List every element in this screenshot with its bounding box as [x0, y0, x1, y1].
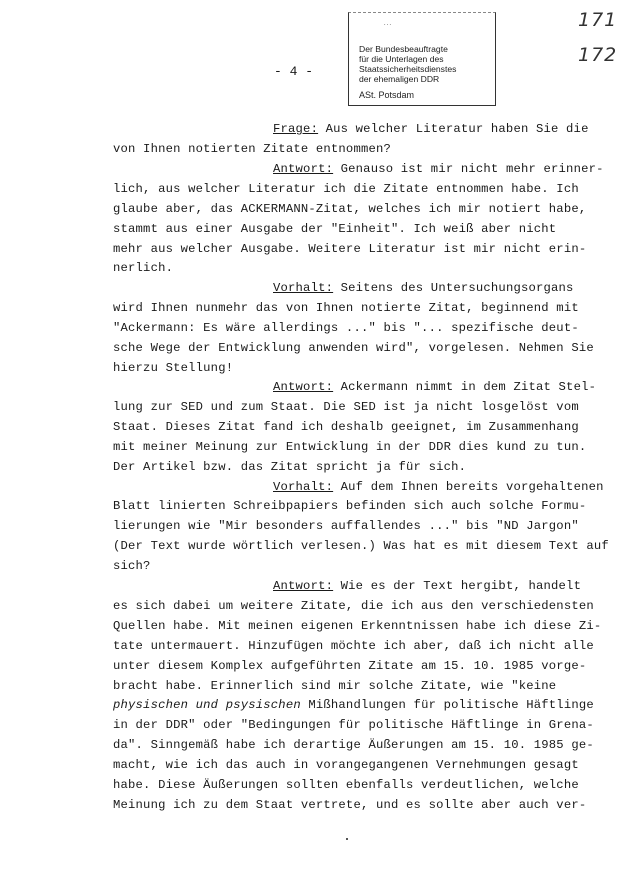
- stamp-location: ASt. Potsdam: [359, 90, 415, 100]
- line-text: macht, wie ich das auch in vorangegangenen Vernehmungen gesagt: [113, 758, 579, 772]
- folio-number-bottom: 172: [578, 44, 618, 66]
- line-text: mehr aus welcher Ausgabe. Weitere Literatur ist mir nicht erin-: [113, 242, 587, 256]
- stamp-line: Staatssicherheitsdienstes: [359, 64, 457, 74]
- line-text: unter diesem Komplex aufgeführten Zitate am 15. 10. 1985 vorge-: [113, 659, 587, 673]
- text-line: [113, 778, 579, 792]
- line-text: wird Ihnen nunmehr das von Ihnen notierte Zitat, beginnend mit: [113, 301, 579, 315]
- text-line: [113, 539, 609, 553]
- text-line: [113, 738, 594, 752]
- text-line: [113, 341, 594, 355]
- line-text: hierzu Stellung!: [113, 361, 234, 375]
- line-text: Ackermann nimmt in dem Zitat Stel-: [333, 380, 597, 394]
- line-text: stammt aus einer Ausgabe der "Einheit". Ich weiß aber nicht: [113, 222, 557, 236]
- line-text: nerlich.: [113, 261, 174, 275]
- text-line: [113, 679, 556, 693]
- line-text: es sich dabei um weitere Zitate, die ich aus den verschiedensten: [113, 599, 594, 613]
- line-text: Mißhandlungen für politische Häftlinge: [300, 698, 594, 712]
- speaker-label: Antwort:: [273, 380, 334, 394]
- line-text: glaube aber, das ACKERMANN-Zitat, welches ich mir notiert habe,: [113, 202, 587, 216]
- speaker-label: Frage:: [273, 122, 319, 136]
- text-line: [113, 718, 594, 732]
- line-text: Wie es der Text hergibt, handelt: [333, 579, 582, 593]
- text-line: [113, 559, 151, 573]
- text-line: [113, 619, 601, 633]
- text-line: [113, 242, 586, 256]
- text-line: [113, 758, 579, 772]
- text-line: [113, 361, 233, 375]
- text-line: [273, 281, 574, 295]
- italic-phrase: physischen und psysischen: [113, 698, 301, 712]
- text-line: [273, 162, 604, 176]
- text-line: [273, 380, 596, 394]
- text-line: [113, 222, 556, 236]
- line-text: "Ackermann: Es wäre allerdings ..." bis "... spezifische deut-: [113, 321, 579, 335]
- line-text: lierungen wie "Mir besonders auffallendes ..." bis "ND Jargon": [113, 519, 579, 533]
- text-line: [113, 639, 594, 653]
- text-line: [113, 400, 579, 414]
- line-text: bracht habe. Erinnerlich sind mir solche Zitate, wie "keine: [113, 679, 557, 693]
- line-text: von Ihnen notierten Zitate entnommen?: [113, 142, 392, 156]
- text-line: [113, 261, 173, 275]
- text-line: [113, 519, 579, 533]
- stamp-header: …: [383, 17, 392, 27]
- text-line: [273, 122, 589, 136]
- text-line: [273, 480, 604, 494]
- line-text: Meinung ich zu dem Staat vertrete, und es sollte aber auch ver-: [113, 798, 587, 812]
- text-line: [113, 420, 579, 434]
- line-text: Der Artikel bzw. das Zitat spricht ja für sich.: [113, 460, 467, 474]
- line-text: (Der Text wurde wörtlich verlesen.) Was hat es mit diesem Text auf: [113, 539, 609, 553]
- line-text: Auf dem Ihnen bereits vorgehaltenen: [333, 480, 604, 494]
- line-text: in der DDR" oder "Bedingungen für politische Häftlinge in Grena-: [113, 718, 594, 732]
- stamp-line: für die Unterlagen des: [359, 54, 444, 64]
- stamp-line: der ehemaligen DDR: [359, 74, 440, 84]
- line-text: lich, aus welcher Literatur ich die Zitate entnommen habe. Ich: [113, 182, 579, 196]
- text-line: [273, 579, 581, 593]
- stamp-text: [359, 44, 491, 84]
- line-text: Genauso ist mir nicht mehr erinner-: [333, 162, 604, 176]
- text-line: [113, 499, 586, 513]
- line-text: mit meiner Meinung zur Entwicklung in der DDR dies kund zu tun.: [113, 440, 587, 454]
- line-text: Blatt linierten Schreibpapiers befinden sich auch solche Formu-: [113, 499, 587, 513]
- text-line: [113, 659, 586, 673]
- text-line: [113, 321, 579, 335]
- archive-stamp: [348, 12, 496, 106]
- line-text: lung zur SED und zum Staat. Die SED ist ja nicht losgelöst vom: [113, 400, 579, 414]
- scan-speck: [346, 838, 348, 840]
- text-line: [113, 301, 579, 315]
- line-text: da". Sinngemäß habe ich derartige Äußerungen am 15. 10. 1985 ge-: [113, 738, 594, 752]
- folio-number-top: 171: [578, 9, 618, 31]
- line-text: habe. Diese Äußerungen sollten ebenfalls verdeutlichen, welche: [113, 778, 579, 792]
- line-text: sche Wege der Entwicklung anwenden wird", vorgelesen. Nehmen Sie: [113, 341, 594, 355]
- text-line: [113, 599, 594, 613]
- line-text: Quellen habe. Mit meinen eigenen Erkenntnissen habe ich diese Zi-: [113, 619, 602, 633]
- text-line: [113, 798, 586, 812]
- line-text: Aus welcher Literatur haben Sie die: [318, 122, 589, 136]
- text-line: [113, 698, 594, 712]
- line-text: sich?: [113, 559, 151, 573]
- speaker-label: Antwort:: [273, 162, 334, 176]
- line-text: Seitens des Untersuchungsorgans: [333, 281, 574, 295]
- stamp-line: Der Bundesbeauftragte: [359, 44, 448, 54]
- text-line: [113, 460, 466, 474]
- page-number: - 4 -: [274, 64, 314, 79]
- text-line: [113, 142, 391, 156]
- line-text: tate untermauert. Hinzufügen möchte ich aber, daß ich nicht alle: [113, 639, 594, 653]
- text-line: [113, 440, 586, 454]
- text-line: [113, 202, 586, 216]
- line-text: Staat. Dieses Zitat fand ich deshalb geeignet, im Zusammenhang: [113, 420, 579, 434]
- speaker-label: Antwort:: [273, 579, 334, 593]
- speaker-label: Vorhalt:: [273, 281, 334, 295]
- speaker-label: Vorhalt:: [273, 480, 334, 494]
- text-line: [113, 182, 579, 196]
